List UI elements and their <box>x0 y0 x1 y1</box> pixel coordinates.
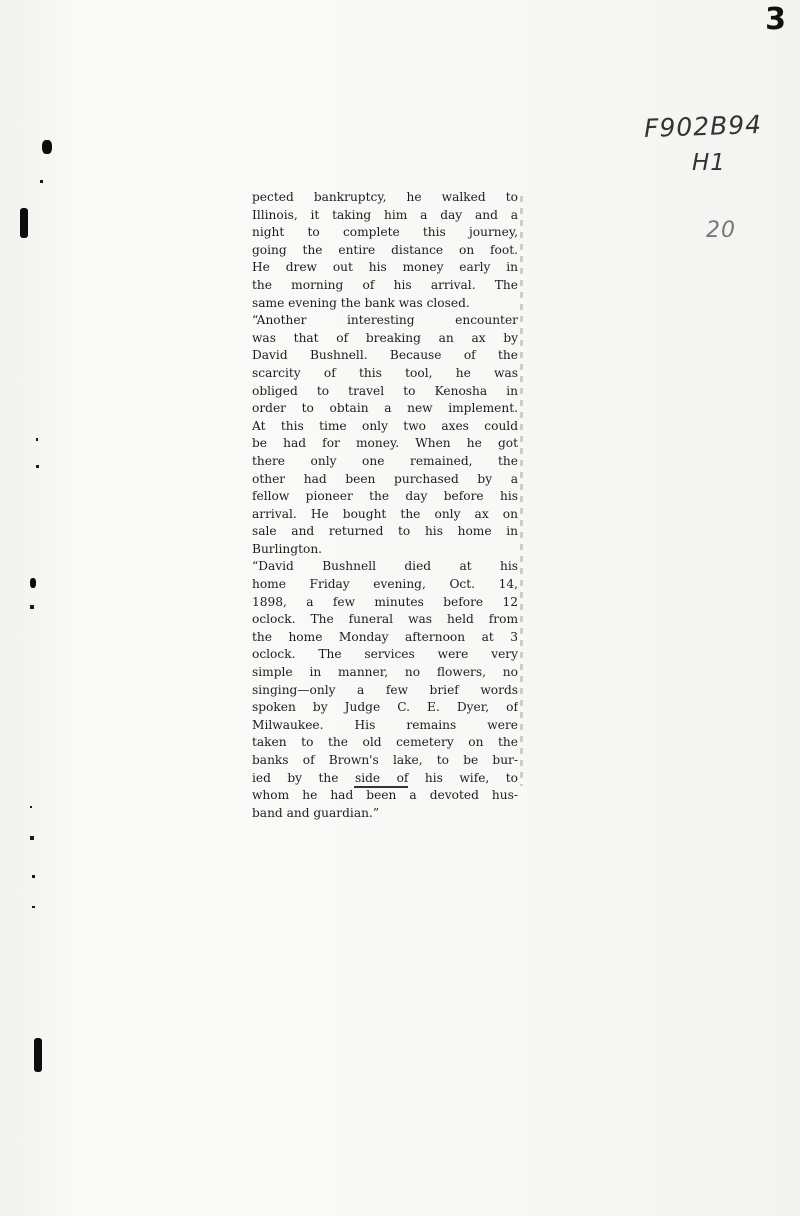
binder-hole-bottom <box>34 1038 42 1072</box>
article-line: oclock. The services were very <box>252 647 518 662</box>
article-line: obliged to travel to Kenosha in <box>252 383 518 398</box>
article-line: David Bushnell. Because of the <box>252 348 518 363</box>
article-line: banks of Brown's lake, to be bur- <box>252 753 518 767</box>
article-end-rule <box>354 786 408 788</box>
article-line: the home Monday afternoon at 3 <box>252 629 518 644</box>
scan-speck <box>40 180 43 183</box>
article-line: home Friday evening, Oct. 14, <box>252 577 518 592</box>
article-line: scarcity of this tool, he was <box>252 365 518 380</box>
article-line: order to obtain a new implement. <box>252 401 518 416</box>
article-line: whom he had been a devoted hus- <box>252 788 518 803</box>
article-line: arrival. He bought the only ax on <box>252 506 518 521</box>
article-line: going the entire distance on foot. <box>252 242 518 257</box>
article-line: was that of breaking an ax by <box>252 330 518 345</box>
article-line: 1898, a few minutes before 12 <box>252 594 518 609</box>
scan-speck <box>32 875 35 878</box>
article-line: Illinois, it taking him a day and a <box>252 207 518 222</box>
article-line: Burlington. <box>252 541 323 556</box>
newspaper-clipping <box>252 189 518 822</box>
article-line: there only one remained, the <box>252 453 518 468</box>
article-line: At this time only two axes could <box>252 418 518 433</box>
article-line: Milwaukee. His remains were <box>252 717 518 732</box>
article-line: taken to the old cemetery on the <box>252 735 518 750</box>
article-line: spoken by Judge C. E. Dyer, of <box>252 700 518 715</box>
article-line: band and guardian.” <box>252 805 380 820</box>
handwritten-call-number: F902B94 <box>643 109 763 144</box>
article-line: oclock. The funeral was held from <box>252 612 518 627</box>
article-line: ied by the side of his wife, to <box>252 770 518 785</box>
scan-speck <box>36 438 38 441</box>
article-line: sale and returned to his home in <box>252 524 518 539</box>
article-line: “David Bushnell died at his <box>252 559 518 574</box>
article-line: simple in manner, no flowers, no <box>252 665 518 680</box>
handwritten-subclass: H1 <box>692 150 726 176</box>
scan-speck <box>30 806 32 808</box>
scan-speck <box>30 836 34 840</box>
article-line: same evening the bank was closed. <box>252 295 470 310</box>
article-line: fellow pioneer the day before his <box>252 489 518 504</box>
article-line: pected bankruptcy, he walked to <box>252 190 518 204</box>
scan-speck <box>36 465 39 468</box>
article-line: be had for money. When he got <box>252 436 518 451</box>
binder-hole-top <box>42 140 52 154</box>
article-line: singing—only a few brief words <box>252 682 518 697</box>
clipping-edge <box>520 196 523 786</box>
page-number: 3 <box>765 2 786 37</box>
article-line: the morning of his arrival. The <box>252 277 518 292</box>
handwritten-item-number: 20 <box>706 218 736 243</box>
article-line: night to complete this journey, <box>252 225 518 240</box>
scan-speck <box>32 906 35 908</box>
article-line: “Another interesting encounter <box>252 313 518 328</box>
article-line: other had been purchased by a <box>252 471 518 486</box>
article-line: He drew out his money early in <box>252 260 518 275</box>
scan-speck <box>30 605 34 609</box>
binder-hole-middle <box>30 578 36 588</box>
binder-hole-upper <box>20 208 28 238</box>
